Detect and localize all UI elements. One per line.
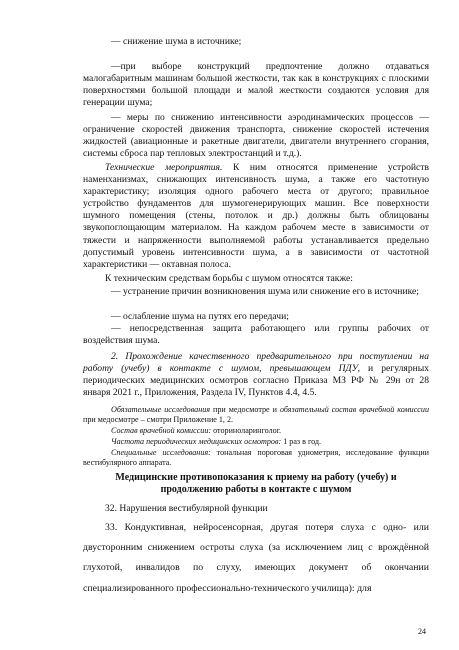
item-33: 33. Кондуктивная, нейросенсорная, другая потеря слуха с одно- или двусторонним снижением остроты слуха (за исключением лиц с врождённой глухотой, инвалидов по слуху, имеющих документ об окончании специализированного профессионально-технического училища): для [83,522,429,594]
medical-exam-lead: 2. Прохождение качественного предварительного при поступлении на работу (учебу) в контакте с шумом, превышающем ПДУ, [83,351,429,375]
bullet-attenuation-paths: — ослабление шума на путях его передачи; [111,311,289,322]
technical-means-intro: К техническим средствам борьбы с шумом относятся также: [105,273,353,284]
page-number: 24 [418,627,426,636]
medical-exam-paragraph [83,351,429,399]
note-commission-text: оториноларинголог. [211,426,282,435]
bullet-aerodynamic-measures: — меры по снижению интенсивности аэродинамических процессов — ограничение скоростей движения транспорта, снижение скоростей истечения жидкостей (авиационные и ракетные двигатели, двигатели внутреннего сгорания, системы сброса пар тепловых электростанций и т.д.). [83,112,429,160]
note-frequency-text: 1 раз в год. [281,437,322,446]
contraindications-heading: Медицинские противопоказания к приему на работу (учебу) и продолжению работы в контакте с шумом [115,472,397,496]
medical-exam-text: и регулярных периодических медицинских осмотров согласно Приказа МЗ РФ № 29н от 28 января 2021 г., Приложения, Раздела IV, Пунктов 4.4, 4.5. [83,363,429,399]
note-mandatory-research-lead: Обязательные исследования [111,405,211,414]
technical-measures-lead: Технические мероприятия. [105,162,223,173]
technical-measures-text: К ним относятся применение устройств наменханизмах, снижающих интенсивность шума, а также его частотную характеристику; изоляция одного рабочего места от другого; правильное устройство фундаментов для шумогенерирующих машин. Все поверхности шумного помещения (стены, потолок и др.) должны быть облицованы звукопоглощающим материалом. На каждом рабочем месте в зависимости от тяжести и напряженности выполняемой работы устанавливается предельно допустимый уровень интенсивности шума, а в зависимости от частотной характеристики — октавная полоса. [83,162,429,270]
bullet-direct-protection: — непосредственная защита работающего или группы рабочих от воздействия шума. [83,323,429,347]
bullet-noise-reduction-at-source: — снижение шума в источнике; [111,36,242,47]
bullet-eliminate-causes: — устранение причин возникновения шума или снижение его в источнике; [111,286,419,297]
item-32: 32. Нарушения вестибулярной функции [105,503,268,514]
note-mandatory-commission: обязательный состав врачебной комиссии [279,405,429,414]
note-mandatory-research-tail: при медосмотре – смотри Приложение 1, 2. [83,415,234,425]
note-exam-frequency [83,437,429,447]
note-commission-composition [83,426,429,436]
note-special-text: тональная пороговая удиометрия, исследование функции вестибулярного аппарата. [83,448,429,468]
note-special-lead: Специальные исследования: [111,448,211,457]
bullet-construction-choice: —при выборе конструкций предпочтение должно отдаваться малогабаритным машинам большой жесткости, так как в конструкциях с плоскими поверхностями большой площади и малой жесткости создаются условия для генерации шума; [83,61,429,109]
technical-measures-paragraph [83,162,429,271]
note-mandatory-research [83,405,429,425]
note-special-research [83,448,429,468]
note-commission-lead: Состав врачебной комиссии: [111,426,212,435]
note-mandatory-research-mid: при медосмотре и [210,405,280,414]
note-frequency-lead: Частота периодических медицинских осмотров: [111,437,282,446]
